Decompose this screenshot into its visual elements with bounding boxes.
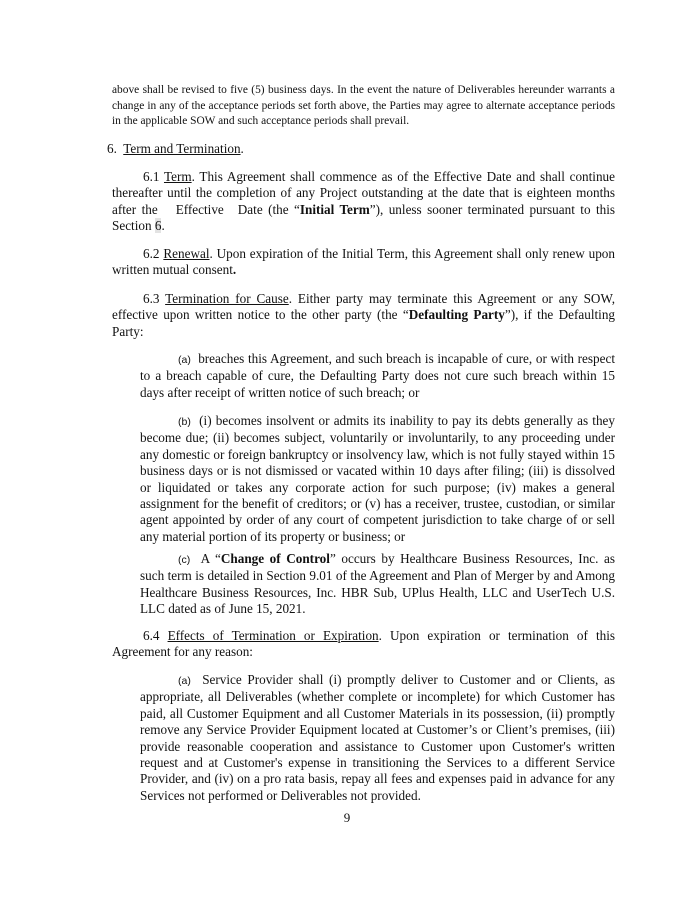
section-6-2-paragraph: 6.2 Renewal. Upon expiration of the Initial Term, this Agreement shall only renew upon written mutual consent. — [112, 246, 615, 278]
defined-term-change-of-control: Change of Control — [220, 551, 330, 566]
clause-6-3-c: (c) A “Change of Control” occurs by Healthcare Business Resources, Inc. as such term is detailed in Section 9.01 of the Agreement and Plan of Merger by and Among Healthcare Business Resources, Inc. HBR Sub, UPlus Health, LLC and UserTech U.S. LLC dated as of June 15, 2021. — [140, 551, 615, 617]
clause-6-3-a: (a) breaches this Agreement, and such breach is incapable of cure, or with respect to a breach capable of cure, the Defaulting Party does not cure such breach within 15 days after receipt of written notice of such breach; or — [140, 351, 615, 400]
renewal-heading: Renewal — [163, 246, 210, 261]
defined-term-defaulting-party: Defaulting Party — [408, 307, 505, 323]
section-6-4-paragraph: 6.4 Effects of Termination or Expiration. Upon expiration or termination of this Agreement for any reason: — [112, 628, 615, 660]
section-6-3-paragraph: 6.3 Termination for Cause. Either party may terminate this Agreement or any SOW, effective upon written notice to the other party (the “Defaulting Party”), if the Defaulting Party: — [112, 291, 616, 339]
clause-label: (b) — [178, 416, 191, 428]
section-6-heading: 6. Term and Termination. — [107, 141, 244, 156]
defined-term-initial-term: Initial Term — [299, 201, 370, 217]
clause-label: (a) — [178, 675, 191, 687]
intro-paragraph: above shall be revised to five (5) business days. In the event the nature of Deliverables hereunder warrants a change in any of the acceptance periods set forth above, the Parties may agree to alternate acceptance periods in the applicable SOW and such acceptance periods shall prevail. — [112, 84, 615, 128]
section-reference-highlight: 6 — [154, 218, 162, 234]
effects-of-termination-heading: Effects of Termination or Expiration — [167, 628, 379, 643]
termination-for-cause-heading: Termination for Cause — [165, 291, 289, 306]
clause-label: (a) — [178, 354, 191, 366]
clause-6-3-b: (b) (i) becomes insolvent or admits its inability to pay its debts generally as they become due; (ii) becomes subject, voluntarily or involuntarily, to any proceeding under any domestic or foreign bankruptcy or insolvency law, which is not fully stayed within 15 business days or is not dismissed or vacated within 10 days after filing; (iii) is dissolved or liquidated or takes any corporate action for such purpose; (iv) makes a general assignment for the benefit of creditors; or (v) has a receiver, trustee, custodian, or similar agent appointed by order of any court of competent jurisdiction to take charge of or sell any material portion of its property or business; or — [140, 413, 615, 544]
section-6-1-paragraph: 6.1 Term. This Agreement shall commence as of the Effective Date and shall continue thereafter until the completion of any Project outstanding at the date that is eighteen months after the Effective Date (the “Initial Term”), unless sooner terminated pursuant to this Section 6. — [112, 169, 616, 234]
clause-label: (c) — [178, 554, 191, 566]
page-number: 9 — [343, 810, 351, 825]
clause-6-4-a: (a) Service Provider shall (i) promptly deliver to Customer and or Clients, as appropriate, all Deliverables (whether complete or incomplete) for which Customer has paid, all Customer Equipment and all Customer Materials in its possession, (ii) promptly remove any Service Provider Equipment located at Customer’s or Client’s premises, (iii) provide reasonable cooperation and assistance to Customer upon Customer's written request and at Customer's expense in transitioning the Services to a different Service Provider, and (iv) on a pro rata basis, repay all fees and expenses paid in advance for any Services not performed or Deliverables not provided. — [140, 672, 616, 803]
section-6-title: Term and Termination — [123, 141, 241, 156]
term-heading: Term — [163, 169, 192, 184]
